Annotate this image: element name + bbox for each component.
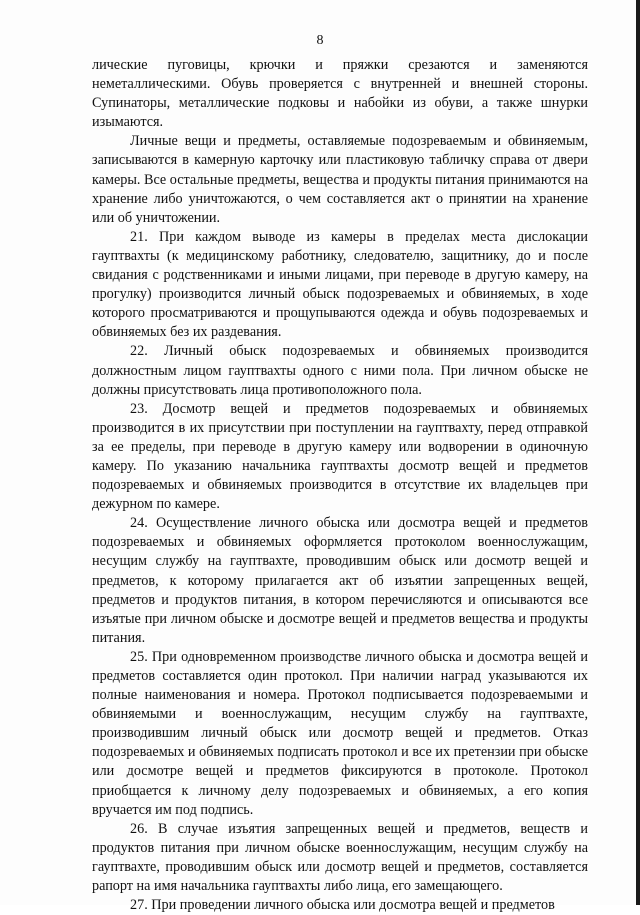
paragraph: лические пуговицы, крючки и пряжки срезаются и заменяются неметаллическими. Обувь проверяется с внутренней и внешней стороны. Супинаторы, металлические подковы и набойки из обуви, а также шнурки изымаются. <box>92 57 588 131</box>
paragraph: 26. В случае изъятия запрещенных вещей и предметов, веществ и продуктов питания при личном обыске военнослужащим, несущим службу на гауптвахте, проводившим обыск или досмотр вещей и предметов, составляется рапорт на имя начальника гауптвахты либо лица, его замещающего. <box>92 820 588 895</box>
document-body <box>92 56 588 915</box>
page-number: 8 <box>316 33 324 48</box>
paragraph: 23. Досмотр вещей и предметов подозреваемых и обвиняемых производится в их присутствии при поступлении на гауптвахту, перед отправкой за ее пределы, при переводе в другую камеру или водворении в одиночную камеру. По указанию начальника гауптвахты досмотр вещей и предметов подозреваемых и обвиняемых производится в отсутствие их владельцев при дежурном по камере. <box>92 400 588 513</box>
paragraph: 21. При каждом выводе из камеры в пределах места дислокации гауптвахты (к медицинскому работнику, следователю, защитнику, до и после свидания с родственниками и иными лицами, при переводе в другую камеру, на прогулку) производится личный обыск подозреваемых и обвиняемых, в ходе которого просматриваются и прощупываются одежда и обувь подозреваемых и обвиняемых без их раздевания. <box>92 228 588 341</box>
paragraph: 25. При одновременном производстве личного обыска и досмотра вещей и предметов составляется один протокол. При наличии наград указываются их полные наименования и номера. Протокол подписывается подозреваемыми и обвиняемыми и военнослужащим, несущим службу на гауптвахте, производившим личный обыск или досмотр вещей и предметов. Отказ подозреваемых и обвиняемых подписать протокол и все их претензии при обыске или досмотре вещей и предметов фиксируются в протоколе. Протокол приобщается к личному делу подозреваемых и обвиняемых, а его копия вручается им под подпись. <box>92 648 588 818</box>
paragraph: 22. Личный обыск подозреваемых и обвиняемых производится должностным лицом гауптвахты одного с ними пола. При личном обыске не должны присутствовать лица противоположного пола. <box>92 343 588 398</box>
paragraph: 27. При проведении личного обыска или досмотра вещей и предметов <box>130 897 555 914</box>
paragraph: Личные вещи и предметы, оставляемые подозреваемым и обвиняемым, записываются в камерную карточку или пластиковую табличку справа от двери камеры. Все остальные предметы, вещества и продукты питания принимаются на хранение либо уничтожаются, о чем составляется акт о принятии на хранение или об уничтожении. <box>92 133 588 226</box>
paragraph: 24. Осуществление личного обыска или досмотра вещей и предметов подозреваемых и обвиняемых оформляется протоколом военнослужащим, несущим службу на гауптвахте, проводившим обыск или досмотр вещей и предметов, к которому прилагается акт об изъятии запрещенных вещей, предметов и продуктов питания, в котором перечисляются и описываются все изъятые при личном обыске и досмотре вещей и предметов вещества и продукты питания. <box>92 515 588 646</box>
scan-edge <box>636 0 640 905</box>
